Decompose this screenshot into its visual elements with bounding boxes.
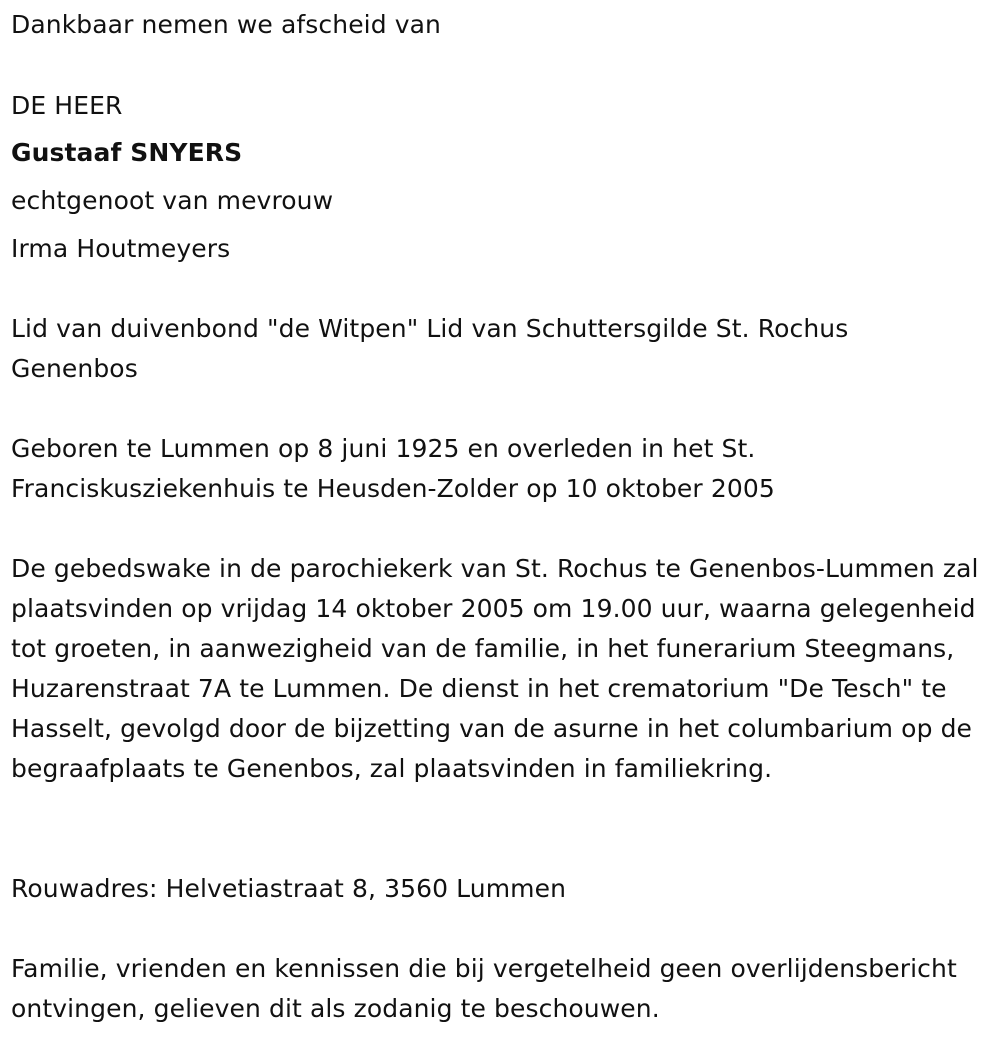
- ceremony-paragraph: De gebedswake in de parochiekerk van St. Rochus te Genenbos-Lummen zal plaatsvinden op vrijdag 14 oktober 2005 om 19.00 uur, waarna gelegenheid tot groeten, in aanwezigheid van de familie, in het funerarium Steegmans, Huzarenstraat 7A te Lummen. De dienst in het crematorium "De Tesch" te Hasselt, gevolgd door de bijzetting van de asurne in het columbarium op de begraafplaats te Genenbos, zal plaatsvinden in familiekring.: [11, 554, 979, 783]
- intro-line: Dankbaar nemen we afscheid van: [11, 10, 441, 39]
- honorific: DE HEER: [11, 91, 123, 120]
- spouse-name: Irma Houtmeyers: [11, 234, 231, 263]
- mourning-address: Rouwadres: Helvetiastraat 8, 3560 Lummen: [11, 874, 567, 903]
- closing-paragraph: Familie, vrienden en kennissen die bij vergetelheid geen overlijdensbericht ontvingen, gelieven dit als zodanig te beschouwen.: [11, 954, 957, 1023]
- membership-paragraph: Lid van duivenbond "de Witpen" Lid van Schuttersgilde St. Rochus Genenbos: [11, 314, 849, 383]
- deceased-name: Gustaaf SNYERS: [11, 138, 243, 167]
- spouse-prefix: echtgenoot van mevrouw: [11, 186, 334, 215]
- birth-death-paragraph: Geboren te Lummen op 8 juni 1925 en overleden in het St. Franciskusziekenhuis te Heusden-Zolder op 10 oktober 2005: [11, 434, 775, 503]
